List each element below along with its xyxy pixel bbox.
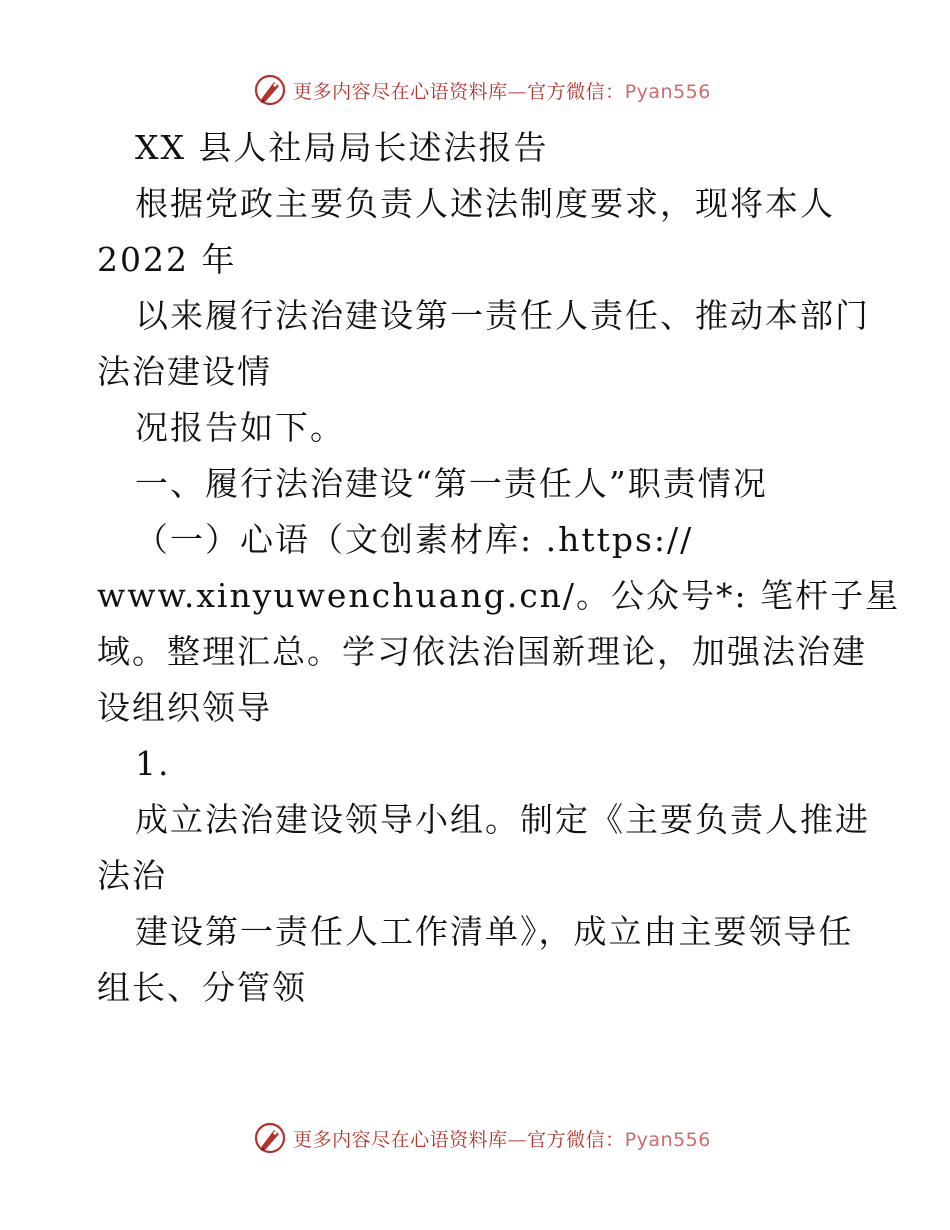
list-item-line-4: 组长、分管领 [97, 968, 307, 1007]
subsection-heading-line-3: 域。整理汇总。学习依法治国新理论，加强法治建 [97, 632, 867, 671]
subsection-heading-line-2: www.xinyuwenchuang.cn/。公众号*: 笔杆子星 [97, 576, 901, 615]
paragraph-line-1: 根据党政主要负责人述法制度要求，现将本人 [135, 184, 835, 223]
header-banner-text [293, 77, 711, 104]
list-item-line-1: 成立法治建设领导小组。制定《主要负责人推进 [135, 800, 870, 839]
header-banner-official: 官方微信： [527, 80, 625, 103]
paragraph-line-2: 2022 年 [97, 240, 237, 279]
footer-banner [0, 1118, 950, 1158]
paragraph-line-3: 以来履行法治建设第一责任人责任、推动本部门 [135, 296, 870, 335]
header-banner-sep: — [507, 80, 528, 103]
footer-banner-main: 更多内容尽在心语资料库 [293, 1128, 508, 1151]
list-item-line-2: 法治 [97, 856, 167, 895]
footer-banner-inner [239, 1121, 711, 1155]
paragraph-line-4: 法治建设情 [97, 352, 272, 391]
paragraph-line-5: 况报告如下。 [135, 408, 345, 447]
footer-banner-id: Pyan556 [624, 1128, 711, 1151]
header-banner-id: Pyan556 [624, 80, 711, 103]
subsection-heading-line-1: （一）心语（文创素材库: .https:// [135, 520, 694, 559]
header-banner [0, 70, 950, 110]
footer-banner-official: 官方微信： [527, 1128, 625, 1151]
document-title: XX 县人社局局长述法报告 [135, 128, 549, 167]
footer-banner-sep: — [507, 1128, 528, 1151]
list-item-line-3: 建设第一责任人工作清单》，成立由主要领导任 [135, 912, 854, 951]
pen-nib-logo-icon [253, 73, 287, 107]
header-banner-inner [239, 73, 711, 107]
footer-banner-text [293, 1125, 711, 1152]
list-number-1: 1. [135, 744, 171, 783]
pen-nib-logo-icon [253, 1121, 287, 1155]
document-body [97, 120, 901, 1016]
header-banner-main: 更多内容尽在心语资料库 [293, 80, 508, 103]
section-heading-1: 一、履行法治建设“第一责任人”职责情况 [135, 464, 768, 503]
subsection-heading-line-4: 设组织领导 [97, 688, 272, 727]
